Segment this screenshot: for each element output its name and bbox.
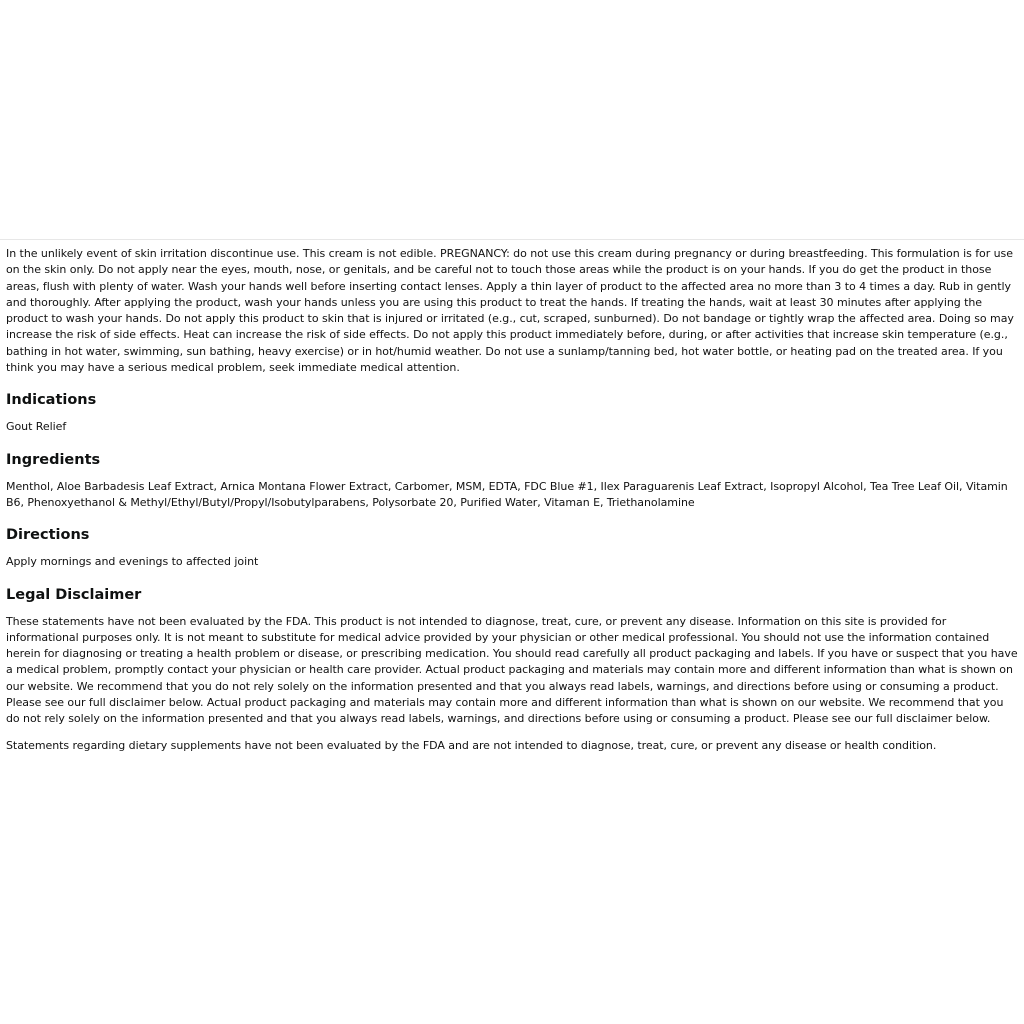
legal-disclaimer-section xyxy=(6,585,1018,754)
directions-heading: Directions xyxy=(6,527,90,544)
product-information xyxy=(0,239,1024,754)
indications-heading: Indications xyxy=(6,392,97,409)
indications-section xyxy=(6,390,1018,435)
ingredients-section xyxy=(6,450,1018,512)
directions-text: Apply mornings and evenings to affected joint xyxy=(6,555,259,569)
ingredients-text: Menthol, Aloe Barbadesis Leaf Extract, Arnica Montana Flower Extract, Carbomer, MSM, EDTA, FDC Blue #1, Ilex Paraguarenis Leaf Extract, Isopropyl Alcohol, Tea Tree Leaf Oil, Vitamin B6, Phenoxyethanol & Methyl/Ethyl/Butyl/Propyl/Isobutylparabens, Polysorbate 20, Purified Water, Vitaman E, Triethanolamine xyxy=(6,479,1008,509)
ingredients-heading: Ingredients xyxy=(6,451,101,468)
legal-disclaimer-text: These statements have not been evaluated by the FDA. This product is not intended to diagnose, treat, cure, or prevent any disease. Information on this site is provided for informational purposes only. It is not meant to substitute for medical advice provided by your physician or other medical professional. You should not use the information contained herein for diagnosing or treating a health problem or disease, or prescribing medication. You should read carefully all product packaging and labels. If you have or suspect that you have a medical problem, promptly contact your physician or health care provider. Actual product packaging and materials may contain more and different information than what is shown on our website. We recommend that you do not rely solely on the information presented and that you always read labels, warnings, and directions before using or consuming a product. Please see our full disclaimer below. Actual product packaging and materials may contain more and different information than what is shown on our website. We recommend that you do not rely solely on the information presented and that you always read labels, warnings, and directions before using or consuming a product. Please see our full disclaimer below. xyxy=(6,614,1018,726)
indications-text: Gout Relief xyxy=(6,420,67,434)
blank-header-area xyxy=(0,0,1024,239)
directions-section xyxy=(6,525,1018,570)
warnings-text: In the unlikely event of skin irritation discontinue use. This cream is not edible. PREGNANCY: do not use this cream during pregnancy or during breastfeeding. This formulation is for use on the skin only. Do not apply near the eyes, mouth, nose, or genitals, and be careful not to touch those areas while the product is on your hands. If you do get the product in those areas, flush with plenty of water. Wash your hands well before inserting contact lenses. Apply a thin layer of product to the affected area no more than 3 to 4 times a day. Rub in gently and thoroughly. After applying the product, wash your hands unless you are using this product to treat the hands. If treating the hands, wait at least 30 minutes after applying the product to wash your hands. Do not apply this product to skin that is injured or irritated (e.g., cut, scraped, sunburned). Do not bandage or tightly wrap the affected area. Doing so may increase the risk of side effects. Heat can increase the risk of side effects. Do not apply this product immediately before, during, or after activities that increase skin temperature (e.g., bathing in hot water, swimming, sun bathing, heavy exercise) or in hot/humid weather. Do not use a sunlamp/tanning bed, hot water bottle, or heating pad on the treated area. If you think you may have a serious medical problem, seek immediate medical attention. xyxy=(6,247,1014,375)
legal-disclaimer-heading: Legal Disclaimer xyxy=(6,586,142,603)
supplement-statement-text: Statements regarding dietary supplements have not been evaluated by the FDA and are not intended to diagnose, treat, cure, or prevent any disease or health condition. xyxy=(6,738,937,752)
